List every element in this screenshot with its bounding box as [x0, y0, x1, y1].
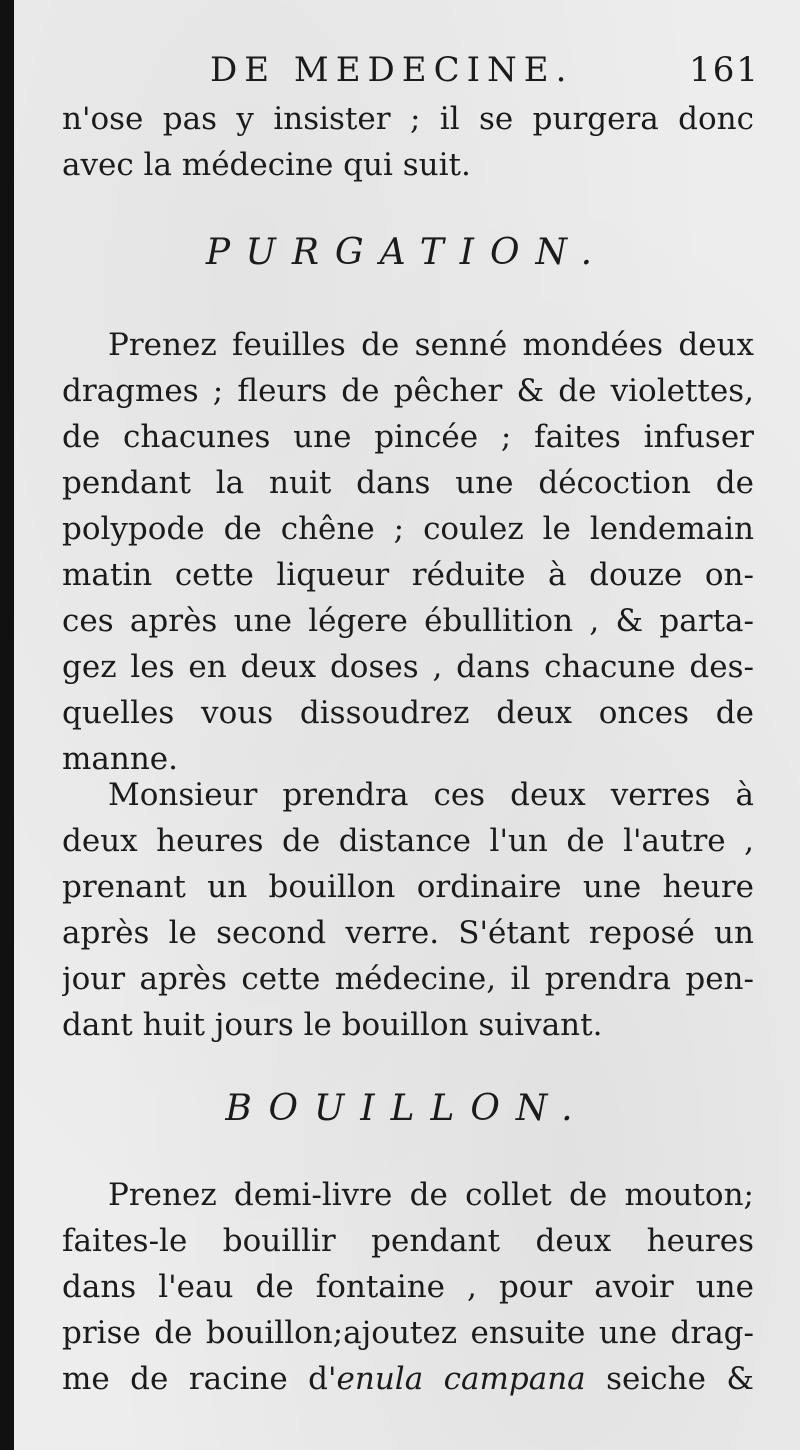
text-line: manne.: [62, 741, 179, 777]
text-line: ces après une légere ébullition , & parta-: [62, 603, 754, 639]
text-line: pendant la nuit dans une décoction de: [62, 465, 754, 501]
text-fragment: seiche &: [585, 1361, 754, 1397]
text-line: prenant un bouillon ordinaire une heure: [62, 869, 754, 905]
text-line: matin cette liqueur réduite à douze on-: [62, 557, 754, 593]
text-line: avec la médecine qui suit.: [62, 147, 471, 183]
paragraph-purgation: [62, 322, 754, 782]
paragraph-instructions: [62, 772, 754, 1048]
text-line: Prenez demi-livre de collet de mouton;: [108, 1177, 754, 1213]
book-page: [14, 0, 800, 1450]
heading-purgation: PURGATION.: [205, 232, 609, 273]
text-line: faites-le bouillir pendant deux heures: [62, 1223, 754, 1259]
text-line-last: [62, 1356, 754, 1402]
text-line: polypode de chêne ; coulez le lendemain: [62, 511, 754, 547]
text-line: prise de bouillon;ajoutez ensuite une drag-: [62, 1315, 754, 1351]
text-line: après le second verre. S'étant reposé un: [62, 915, 754, 951]
text-fragment: me de racine d': [62, 1361, 337, 1397]
scan-edge: [0, 0, 14, 1450]
text-line: n'ose pas y insister ; il se purgera donc: [62, 101, 754, 137]
text-line: dans l'eau de fontaine , pour avoir une: [62, 1269, 754, 1305]
text-line: Prenez feuilles de senné mondées deux: [108, 327, 754, 363]
text-line: gez les en deux doses , dans chacune des-: [62, 649, 754, 685]
text-line: deux heures de distance l'un de l'autre ,: [62, 823, 754, 859]
paragraph-bouillon: [62, 1172, 754, 1402]
text-line: dant huit jours le bouillon suivant.: [62, 1007, 603, 1043]
latin-term: enula campana: [336, 1361, 586, 1397]
heading-bouillon: BOUILLON.: [225, 1088, 589, 1129]
page-number: 161: [689, 50, 760, 90]
text-line: quelles vous dissoudrez deux onces de: [62, 695, 754, 731]
text-line: de chacunes une pincée ; faites infuser: [62, 419, 754, 455]
text-line: dragmes ; fleurs de pêcher & de violettes,: [62, 373, 754, 409]
opening-text: [62, 96, 754, 188]
text-line: jour après cette médecine, il prendra pen-: [62, 961, 754, 997]
running-head-title: DE MEDECINE.: [210, 50, 574, 90]
text-line: Monsieur prendra ces deux verres à: [108, 777, 754, 813]
